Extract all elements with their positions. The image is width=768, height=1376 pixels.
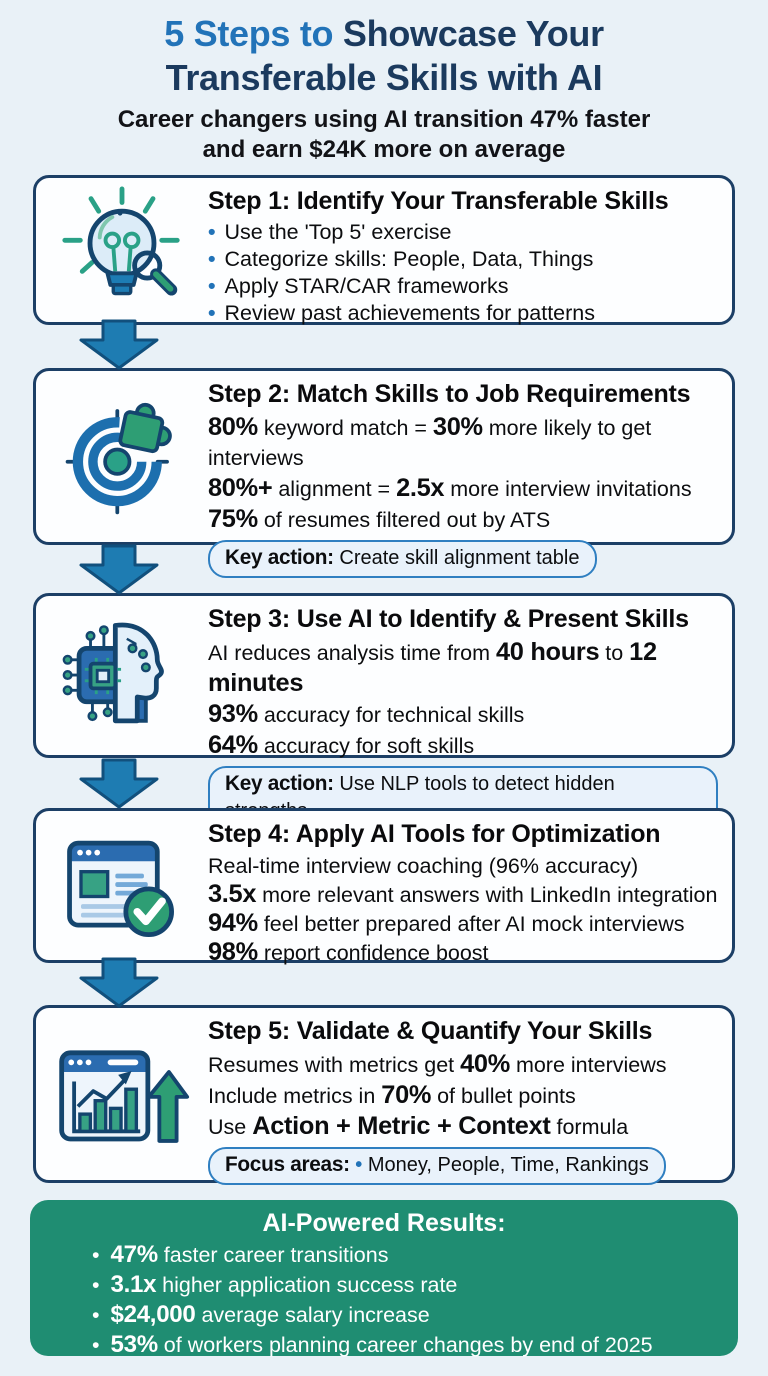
text-line [208, 730, 718, 761]
text-run: Action + Metric + Context [252, 1112, 551, 1140]
step-1-icon-area [36, 178, 208, 322]
step-2-icon-area [36, 371, 208, 542]
page-title [0, 12, 768, 100]
text-run: feel better prepared after AI mock interviews [257, 912, 685, 936]
step-5-card [33, 1005, 735, 1183]
subtitle-line1: Career changers using AI transition 47% faster [117, 106, 651, 133]
text-run: more relevant answers with LinkedIn integration [256, 883, 718, 907]
key-action-pill [208, 540, 597, 578]
step-4-card [33, 808, 735, 966]
title-accent: 5 Steps to [164, 13, 334, 54]
text-run: alignment = [272, 477, 397, 501]
step-2-title: Step 2: Match Skills to Job Requirements [208, 380, 691, 408]
step-3-icon-area [36, 596, 208, 755]
text-run: of bullet points [431, 1084, 576, 1108]
step-2-stats [208, 412, 718, 535]
text-line [208, 938, 718, 967]
text-line [208, 637, 718, 699]
text-run: 2.5x [396, 474, 445, 502]
step-3-title: Step 3: Use AI to Identify & Present Skills [208, 605, 689, 633]
step-2-content [208, 371, 732, 569]
step-1-content [208, 178, 732, 325]
step-1-bullet-list [208, 219, 718, 327]
step-4-icon-area [36, 811, 208, 960]
text-run: Use NLP tools to detect hidden [339, 773, 615, 795]
down-arrow-icon [77, 320, 161, 370]
text-line [208, 219, 718, 246]
subtitle [0, 105, 768, 165]
text-run: Key action: [225, 546, 334, 569]
step-3-content [208, 596, 732, 795]
text-run: 3.1x [110, 1271, 157, 1298]
text-line [92, 1240, 738, 1270]
title-line2: Transferable Skills with AI [165, 57, 603, 98]
text-line [92, 1270, 738, 1300]
text-line [208, 1111, 718, 1142]
header [0, 12, 768, 165]
text-run: 47% [110, 1241, 158, 1268]
text-run: higher application success rate [156, 1273, 458, 1297]
step-5-stats [208, 1049, 718, 1142]
step-3-card [33, 593, 735, 795]
text-line [208, 880, 718, 909]
text-run: report confidence boost [257, 941, 489, 965]
browser-checkmark-icon [60, 829, 184, 943]
text-run: 30% [432, 413, 483, 441]
text-line [208, 246, 718, 273]
text-line [208, 412, 718, 473]
focus-areas-pill [208, 1147, 666, 1185]
text-run: AI reduces analysis time from [208, 641, 496, 665]
step-1-card [33, 175, 735, 325]
results-panel [30, 1200, 738, 1356]
text-line [208, 273, 718, 300]
chart-growth-arrow-icon [54, 1037, 190, 1151]
text-run: Review past achievements for patterns [224, 301, 595, 325]
text-run: Focus areas: [225, 1153, 350, 1176]
text-line [208, 699, 718, 730]
step-5-content [208, 1008, 732, 1180]
down-arrow-icon [77, 958, 161, 1008]
text-run: 64% [208, 731, 258, 759]
text-run: Create skill alignment table [333, 547, 580, 569]
text-run: Money, People, Time, Rankings [362, 1154, 649, 1176]
results-bullet-list [30, 1240, 738, 1360]
text-run: 40 hours [495, 638, 600, 666]
title-line1-rest: Showcase Your [333, 13, 604, 54]
text-run: $24,000 [110, 1301, 196, 1328]
text-run: 75% [208, 505, 258, 533]
text-line [208, 300, 718, 327]
subtitle-line2: and earn $24K more on average [202, 136, 566, 163]
text-line [92, 1300, 738, 1330]
text-run: accuracy for technical skills [257, 703, 525, 727]
ai-head-chip-icon [60, 614, 184, 738]
down-arrow-icon [77, 759, 161, 809]
text-run: Resumes with metrics get [208, 1053, 461, 1077]
text-run: 70% [381, 1081, 432, 1109]
step-5-icon-area [36, 1008, 208, 1180]
down-arrow-icon [77, 545, 161, 595]
text-run: faster career transitions [157, 1243, 389, 1267]
text-run: 98% [208, 938, 258, 966]
step-1-title: Step 1: Identify Your Transferable Skills [208, 187, 669, 215]
text-run: 40% [460, 1050, 510, 1078]
text-run: accuracy for soft skills [257, 734, 475, 758]
text-run: Include metrics in [208, 1084, 382, 1108]
text-run: of workers planning career changes by end of 2025 [157, 1333, 653, 1357]
text-run: Apply STAR/CAR frameworks [224, 274, 509, 298]
text-run: to [599, 641, 630, 665]
text-line [208, 504, 718, 535]
text-run: 12 minutes [208, 638, 657, 697]
step-4-title: Step 4: Apply AI Tools for Optimization [208, 820, 661, 848]
step-4-stats [208, 852, 718, 967]
text-run: more interviews [509, 1053, 667, 1077]
text-line [92, 1330, 738, 1360]
text-run: 80% [208, 413, 258, 441]
text-run: 3.5x [208, 880, 257, 908]
text-line [208, 1080, 718, 1111]
text-run: 53% [110, 1331, 158, 1358]
text-run: 94% [208, 909, 258, 937]
text-run: keyword match = [257, 416, 433, 440]
text-run: Key action: [225, 772, 334, 795]
lightbulb-magnifier-icon [59, 185, 185, 315]
text-run: 93% [208, 700, 258, 728]
text-line [208, 1049, 718, 1080]
target-puzzle-icon [61, 396, 183, 518]
step-5-title: Step 5: Validate & Quantify Your Skills [208, 1017, 653, 1045]
results-title: AI-Powered Results: [262, 1209, 506, 1237]
text-run: average salary increase [195, 1303, 430, 1327]
step-2-card [33, 368, 735, 569]
text-run: more interview invitations [444, 477, 692, 501]
text-run: Real-time interview coaching (96% accuracy) [208, 854, 639, 878]
text-run: Use [208, 1115, 253, 1139]
text-run: 80%+ [208, 474, 273, 502]
text-line [208, 909, 718, 938]
text-run: of resumes filtered out by ATS [257, 508, 551, 532]
text-run: • [355, 1154, 363, 1176]
step-4-content [208, 811, 732, 966]
text-run: formula [550, 1115, 629, 1139]
text-run: Categorize skills: People, Data, Things [224, 247, 594, 271]
text-run: more likely to get interviews [208, 416, 652, 470]
text-line [208, 852, 718, 880]
text-run: Use the 'Top 5' exercise [224, 220, 452, 244]
text-line [208, 473, 718, 504]
step-3-stats [208, 637, 718, 761]
